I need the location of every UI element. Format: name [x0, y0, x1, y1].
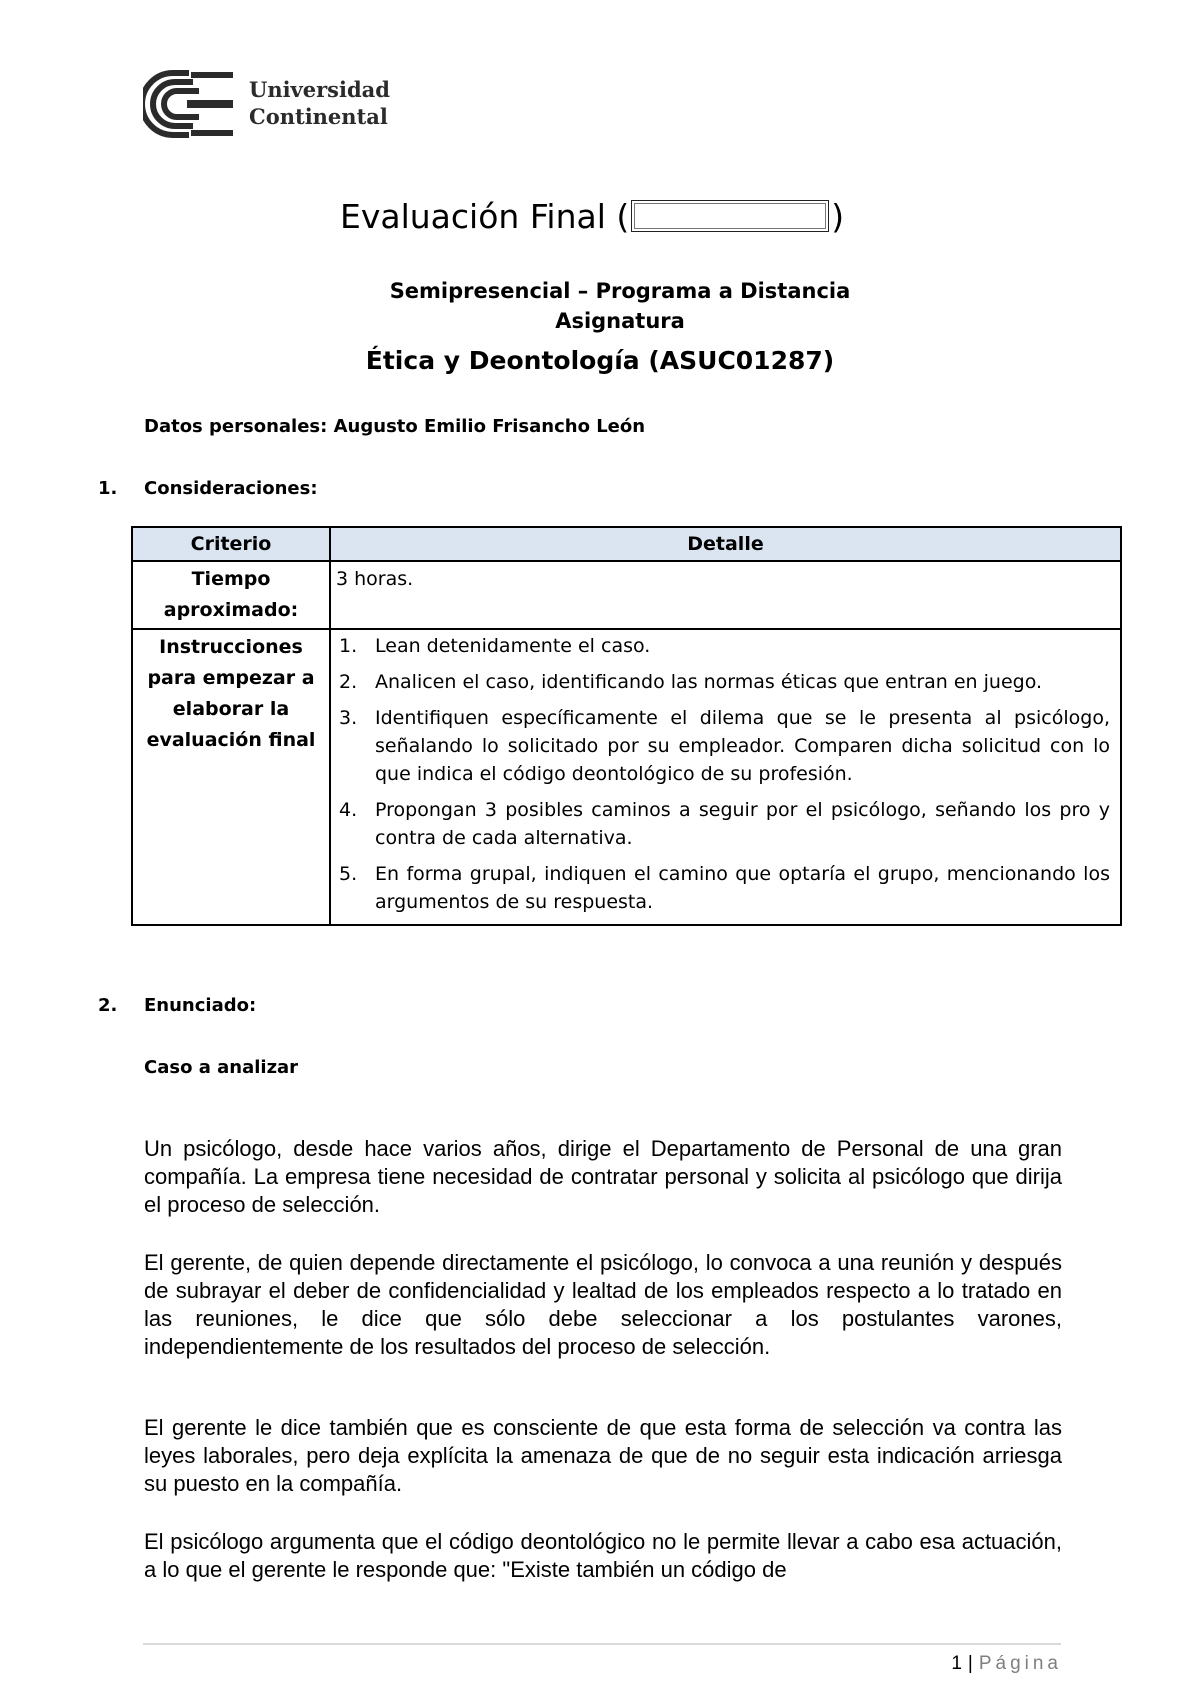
- detail-time: 3 horas.: [330, 561, 1121, 629]
- personal-data-label: Datos personales:: [144, 416, 328, 437]
- list-item: [339, 796, 1110, 852]
- step-text: Analicen el caso, identificando las normas éticas que entran en juego.: [375, 671, 1043, 693]
- title-prefix: Evaluación Final (: [340, 197, 630, 236]
- section-title: Consideraciones:: [144, 478, 318, 499]
- criteria-table: [131, 526, 1122, 926]
- student-name: Augusto Emilio Frisancho León: [333, 416, 646, 437]
- section-statement-heading: [98, 995, 256, 1016]
- list-item: [339, 860, 1110, 916]
- case-paragraph-1: Un psicólogo, desde hace varios años, dirige el Departamento de Personal de una gran compañía. La empresa tiene necesidad de contratar personal y solicita al psicólogo que dirija el proceso de selección.: [144, 1136, 1062, 1217]
- step-number: 1.: [339, 635, 358, 657]
- table-row: [132, 629, 1121, 925]
- list-item: [339, 668, 1110, 696]
- page-number: 1: [951, 1653, 962, 1674]
- table-row: [132, 561, 1121, 629]
- step-number: 4.: [339, 799, 358, 821]
- title-blank-box: [631, 200, 829, 232]
- section-number: 2.: [98, 995, 118, 1016]
- step-number: 5.: [339, 863, 358, 885]
- section-considerations-heading: [98, 478, 318, 499]
- table-header-row: [132, 527, 1121, 561]
- university-name: [249, 76, 390, 130]
- subject-label: Asignatura: [555, 309, 685, 333]
- list-item: [339, 632, 1110, 660]
- case-paragraph-4: El psicólogo argumenta que el código deontológico no le permite llevar a cabo esa actuación, a lo que el gerente le responde que: "Existe también un código de: [144, 1529, 1062, 1582]
- case-heading: Caso a analizar: [144, 1057, 299, 1078]
- list-item: [339, 704, 1110, 788]
- title-suffix: ): [831, 197, 845, 236]
- criterion-time: Tiempo aproximado:: [132, 561, 330, 629]
- section-number: 1.: [98, 478, 118, 499]
- step-text: Identifiquen específicamente el dilema que se le presenta al psicólogo, señalando lo solicitado por su empleador. Comparen dicha solicitud con lo que indica el código deontológico de su profesión.: [375, 707, 1110, 785]
- step-number: 2.: [339, 671, 358, 693]
- criterion-instructions: Instrucciones para empezar a elaborar la evaluación final: [132, 629, 330, 925]
- logo-line-1: Universidad: [249, 77, 390, 102]
- header-criterio: Criterio: [132, 527, 330, 561]
- case-paragraph-3: El gerente le dice también que es consciente de que esta forma de selección va contra las leyes laborales, pero deja explícita la amenaza de que de no seguir esta indicación arriesga su puesto en la compañía.: [144, 1415, 1062, 1496]
- step-number: 3.: [339, 707, 358, 729]
- case-paragraph-2: El gerente, de quien depende directamente el psicólogo, lo convoca a una reunión y después de subrayar el deber de confidencialidad y lealtad de los empleados respecto a lo tratado en las reuniones, le dice que sólo debe seleccionar a los postulantes varones, independientemente de los resultados del proceso de selección.: [144, 1250, 1062, 1359]
- detail-instructions: [330, 629, 1121, 925]
- course-title: Ética y Deontología (ASUC01287): [365, 346, 835, 375]
- step-text: En forma grupal, indiquen el camino que optaría el grupo, mencionando los argumentos de su respuesta.: [375, 863, 1110, 913]
- step-text: Lean detenidamente el caso.: [375, 635, 651, 657]
- footer-separator: |: [967, 1653, 973, 1674]
- header-detalle: Detalle: [330, 527, 1121, 561]
- section-title: Enunciado:: [144, 995, 257, 1016]
- personal-data: [144, 416, 645, 437]
- university-logo-icon: [143, 70, 235, 138]
- modality-line: Semipresencial – Programa a Distancia: [389, 279, 851, 303]
- footer-divider: [143, 1643, 1061, 1645]
- logo-line-2: Continental: [249, 104, 388, 129]
- university-logo: [143, 70, 393, 140]
- step-text: Propongan 3 posibles caminos a seguir por el psicólogo, señando los pro y contra de cada alternativa.: [375, 799, 1110, 849]
- page-label: Página: [978, 1653, 1062, 1674]
- page-title: [340, 195, 844, 239]
- instruction-list: [331, 630, 1120, 916]
- page-footer: [951, 1653, 1062, 1675]
